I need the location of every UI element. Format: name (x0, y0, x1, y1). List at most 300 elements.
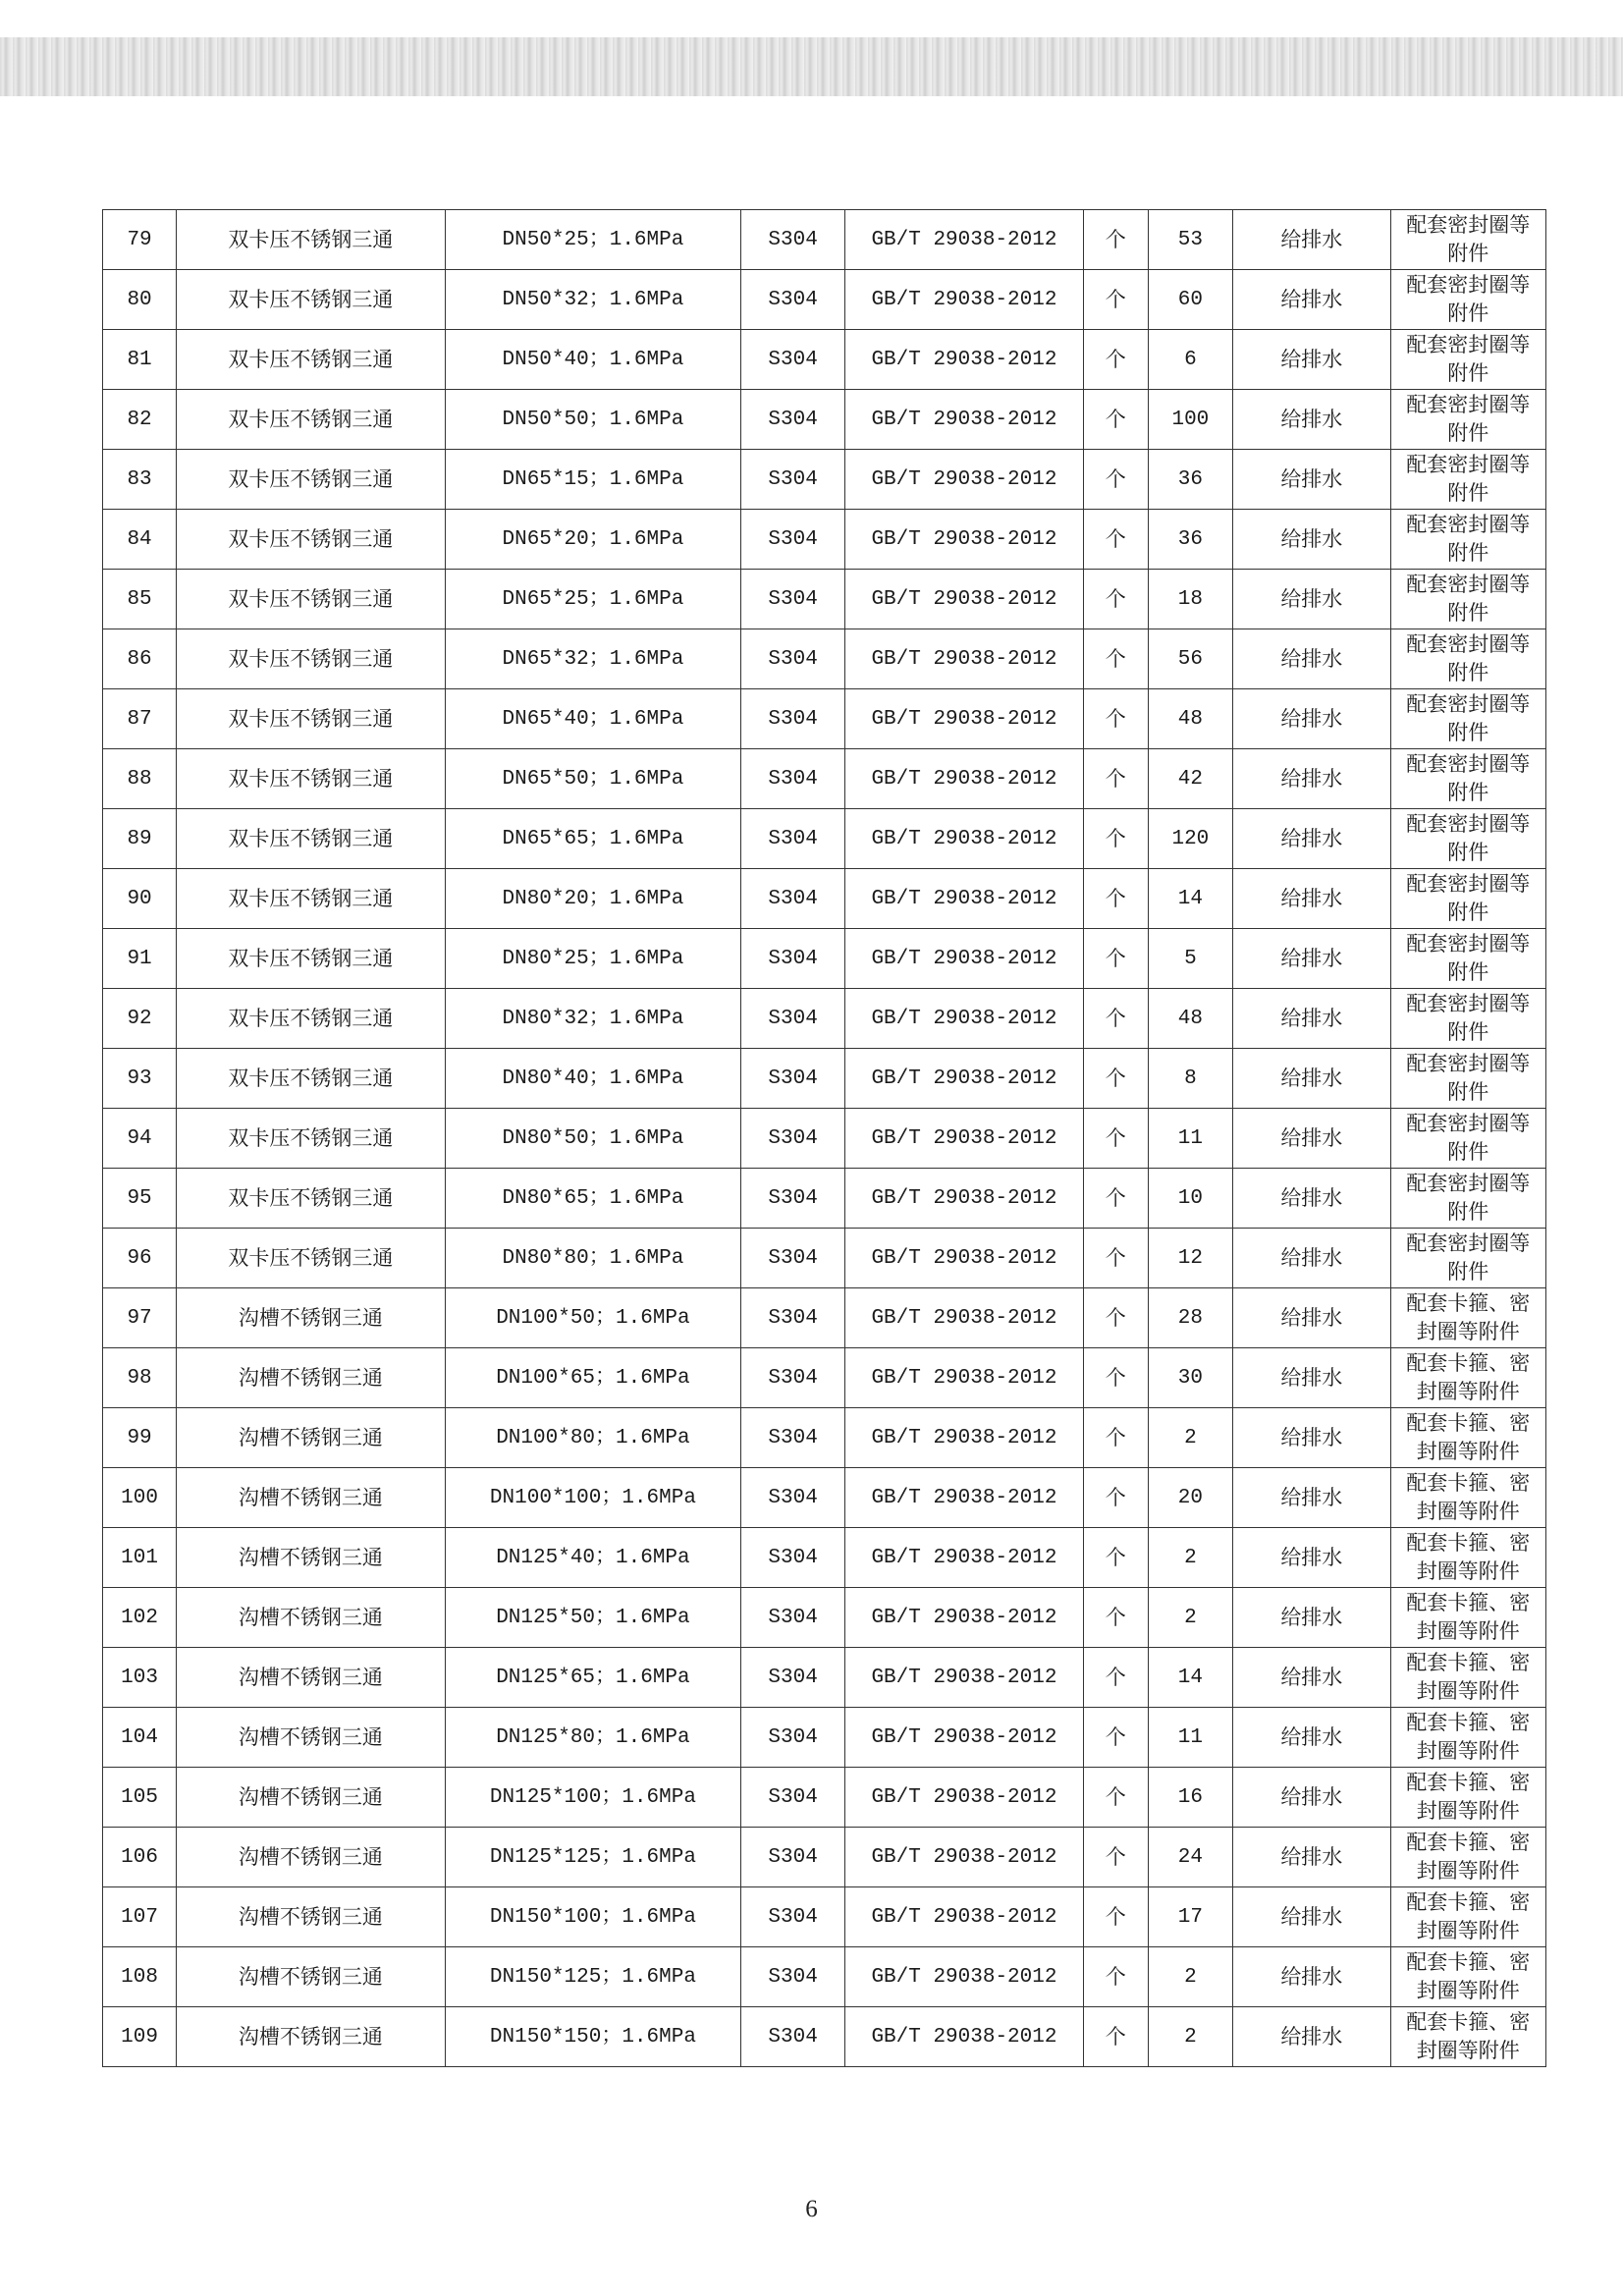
table-row (103, 510, 1546, 570)
cell-standard: GB/T 29038-2012 (845, 749, 1084, 809)
table-row (103, 989, 1546, 1049)
cell-use: 给排水 (1233, 1947, 1390, 2007)
cell-material: S304 (741, 390, 845, 450)
cell-unit: 个 (1083, 1947, 1148, 2007)
cell-no: 102 (103, 1588, 177, 1648)
cell-note: 配套密封圈等附件 (1390, 929, 1545, 989)
cell-note: 配套密封圈等附件 (1390, 749, 1545, 809)
cell-material: S304 (741, 629, 845, 689)
cell-unit: 个 (1083, 1887, 1148, 1947)
cell-material: S304 (741, 1648, 845, 1708)
cell-name: 沟槽不锈钢三通 (177, 1828, 446, 1887)
cell-material: S304 (741, 989, 845, 1049)
cell-standard: GB/T 29038-2012 (845, 450, 1084, 510)
table-row (103, 1229, 1546, 1288)
cell-name: 沟槽不锈钢三通 (177, 1588, 446, 1648)
cell-spec: DN80*80；1.6MPa (445, 1229, 740, 1288)
cell-spec: DN100*100；1.6MPa (445, 1468, 740, 1528)
table-row (103, 1588, 1546, 1648)
cell-spec: DN100*65；1.6MPa (445, 1348, 740, 1408)
table-row (103, 210, 1546, 270)
table-row (103, 629, 1546, 689)
cell-name: 双卡压不锈钢三通 (177, 330, 446, 390)
table-row (103, 2007, 1546, 2067)
cell-name: 沟槽不锈钢三通 (177, 1887, 446, 1947)
cell-material: S304 (741, 1109, 845, 1169)
cell-note: 配套卡箍、密封圈等附件 (1390, 1947, 1545, 2007)
cell-standard: GB/T 29038-2012 (845, 1169, 1084, 1229)
cell-qty: 20 (1148, 1468, 1232, 1528)
cell-qty: 56 (1148, 629, 1232, 689)
cell-note: 配套卡箍、密封圈等附件 (1390, 1648, 1545, 1708)
cell-name: 双卡压不锈钢三通 (177, 270, 446, 330)
table-row (103, 1288, 1546, 1348)
cell-qty: 17 (1148, 1887, 1232, 1947)
cell-material: S304 (741, 1708, 845, 1768)
cell-standard: GB/T 29038-2012 (845, 1708, 1084, 1768)
cell-note: 配套密封圈等附件 (1390, 1109, 1545, 1169)
cell-name: 双卡压不锈钢三通 (177, 629, 446, 689)
table-row (103, 929, 1546, 989)
cell-qty: 28 (1148, 1288, 1232, 1348)
cell-no: 88 (103, 749, 177, 809)
cell-use: 给排水 (1233, 510, 1390, 570)
cell-no: 109 (103, 2007, 177, 2067)
cell-note: 配套密封圈等附件 (1390, 210, 1545, 270)
cell-material: S304 (741, 869, 845, 929)
cell-name: 双卡压不锈钢三通 (177, 809, 446, 869)
cell-qty: 100 (1148, 390, 1232, 450)
cell-note: 配套密封圈等附件 (1390, 989, 1545, 1049)
cell-unit: 个 (1083, 749, 1148, 809)
cell-note: 配套密封圈等附件 (1390, 570, 1545, 629)
cell-note: 配套密封圈等附件 (1390, 510, 1545, 570)
cell-use: 给排水 (1233, 2007, 1390, 2067)
cell-standard: GB/T 29038-2012 (845, 1049, 1084, 1109)
cell-spec: DN65*20；1.6MPa (445, 510, 740, 570)
table-row (103, 1947, 1546, 2007)
cell-use: 给排水 (1233, 1528, 1390, 1588)
cell-name: 双卡压不锈钢三通 (177, 989, 446, 1049)
cell-unit: 个 (1083, 450, 1148, 510)
cell-unit: 个 (1083, 809, 1148, 869)
cell-name: 双卡压不锈钢三通 (177, 450, 446, 510)
cell-no: 81 (103, 330, 177, 390)
cell-name: 沟槽不锈钢三通 (177, 1648, 446, 1708)
cell-standard: GB/T 29038-2012 (845, 2007, 1084, 2067)
table-row (103, 330, 1546, 390)
cell-spec: DN50*25；1.6MPa (445, 210, 740, 270)
cell-name: 双卡压不锈钢三通 (177, 1049, 446, 1109)
cell-material: S304 (741, 1468, 845, 1528)
table-row (103, 1169, 1546, 1229)
cell-qty: 120 (1148, 809, 1232, 869)
cell-use: 给排水 (1233, 989, 1390, 1049)
cell-spec: DN65*32；1.6MPa (445, 629, 740, 689)
cell-unit: 个 (1083, 629, 1148, 689)
cell-standard: GB/T 29038-2012 (845, 1348, 1084, 1408)
cell-no: 100 (103, 1468, 177, 1528)
cell-qty: 2 (1148, 2007, 1232, 2067)
cell-qty: 2 (1148, 1528, 1232, 1588)
cell-note: 配套密封圈等附件 (1390, 1169, 1545, 1229)
cell-spec: DN150*125；1.6MPa (445, 1947, 740, 2007)
materials-table (102, 209, 1546, 2067)
cell-material: S304 (741, 929, 845, 989)
cell-standard: GB/T 29038-2012 (845, 629, 1084, 689)
cell-qty: 53 (1148, 210, 1232, 270)
cell-material: S304 (741, 510, 845, 570)
cell-qty: 48 (1148, 989, 1232, 1049)
cell-standard: GB/T 29038-2012 (845, 1288, 1084, 1348)
cell-material: S304 (741, 270, 845, 330)
cell-material: S304 (741, 1288, 845, 1348)
cell-spec: DN125*100；1.6MPa (445, 1768, 740, 1828)
cell-spec: DN65*15；1.6MPa (445, 450, 740, 510)
cell-spec: DN125*125；1.6MPa (445, 1828, 740, 1887)
cell-use: 给排水 (1233, 1408, 1390, 1468)
cell-use: 给排水 (1233, 1348, 1390, 1408)
cell-material: S304 (741, 1828, 845, 1887)
cell-spec: DN80*65；1.6MPa (445, 1169, 740, 1229)
cell-standard: GB/T 29038-2012 (845, 1468, 1084, 1528)
cell-standard: GB/T 29038-2012 (845, 330, 1084, 390)
cell-material: S304 (741, 1588, 845, 1648)
cell-note: 配套密封圈等附件 (1390, 270, 1545, 330)
cell-standard: GB/T 29038-2012 (845, 1109, 1084, 1169)
cell-no: 84 (103, 510, 177, 570)
cell-name: 双卡压不锈钢三通 (177, 1229, 446, 1288)
cell-spec: DN125*80；1.6MPa (445, 1708, 740, 1768)
cell-unit: 个 (1083, 1169, 1148, 1229)
cell-no: 85 (103, 570, 177, 629)
cell-material: S304 (741, 1528, 845, 1588)
cell-unit: 个 (1083, 1768, 1148, 1828)
table-row (103, 1109, 1546, 1169)
cell-unit: 个 (1083, 1348, 1148, 1408)
cell-spec: DN80*25；1.6MPa (445, 929, 740, 989)
cell-no: 104 (103, 1708, 177, 1768)
cell-unit: 个 (1083, 1109, 1148, 1169)
cell-note: 配套密封圈等附件 (1390, 689, 1545, 749)
cell-unit: 个 (1083, 510, 1148, 570)
cell-spec: DN80*40；1.6MPa (445, 1049, 740, 1109)
cell-unit: 个 (1083, 1408, 1148, 1468)
cell-qty: 18 (1148, 570, 1232, 629)
cell-use: 给排水 (1233, 629, 1390, 689)
cell-unit: 个 (1083, 1708, 1148, 1768)
cell-material: S304 (741, 1229, 845, 1288)
cell-name: 双卡压不锈钢三通 (177, 570, 446, 629)
cell-name: 双卡压不锈钢三通 (177, 929, 446, 989)
cell-no: 91 (103, 929, 177, 989)
cell-standard: GB/T 29038-2012 (845, 989, 1084, 1049)
table-row (103, 869, 1546, 929)
cell-note: 配套密封圈等附件 (1390, 1049, 1545, 1109)
cell-use: 给排水 (1233, 210, 1390, 270)
cell-unit: 个 (1083, 1049, 1148, 1109)
cell-no: 108 (103, 1947, 177, 2007)
scan-noise-band (0, 37, 1623, 96)
table-row (103, 1708, 1546, 1768)
cell-standard: GB/T 29038-2012 (845, 1947, 1084, 2007)
cell-material: S304 (741, 2007, 845, 2067)
cell-qty: 16 (1148, 1768, 1232, 1828)
cell-no: 87 (103, 689, 177, 749)
cell-no: 82 (103, 390, 177, 450)
cell-name: 双卡压不锈钢三通 (177, 1109, 446, 1169)
cell-spec: DN100*80；1.6MPa (445, 1408, 740, 1468)
cell-no: 98 (103, 1348, 177, 1408)
cell-no: 92 (103, 989, 177, 1049)
cell-qty: 8 (1148, 1049, 1232, 1109)
cell-standard: GB/T 29038-2012 (845, 390, 1084, 450)
cell-standard: GB/T 29038-2012 (845, 1648, 1084, 1708)
cell-note: 配套卡箍、密封圈等附件 (1390, 1288, 1545, 1348)
cell-material: S304 (741, 809, 845, 869)
cell-standard: GB/T 29038-2012 (845, 1768, 1084, 1828)
cell-note: 配套密封圈等附件 (1390, 869, 1545, 929)
cell-qty: 36 (1148, 450, 1232, 510)
cell-name: 沟槽不锈钢三通 (177, 1348, 446, 1408)
cell-qty: 5 (1148, 929, 1232, 989)
cell-spec: DN50*32；1.6MPa (445, 270, 740, 330)
cell-material: S304 (741, 330, 845, 390)
cell-unit: 个 (1083, 989, 1148, 1049)
table-row (103, 749, 1546, 809)
cell-no: 80 (103, 270, 177, 330)
cell-qty: 11 (1148, 1109, 1232, 1169)
cell-standard: GB/T 29038-2012 (845, 869, 1084, 929)
cell-name: 沟槽不锈钢三通 (177, 1708, 446, 1768)
cell-qty: 6 (1148, 330, 1232, 390)
cell-qty: 48 (1148, 689, 1232, 749)
cell-material: S304 (741, 1947, 845, 2007)
cell-unit: 个 (1083, 1828, 1148, 1887)
cell-spec: DN125*65；1.6MPa (445, 1648, 740, 1708)
cell-use: 给排水 (1233, 689, 1390, 749)
cell-qty: 10 (1148, 1169, 1232, 1229)
cell-use: 给排水 (1233, 1768, 1390, 1828)
cell-use: 给排水 (1233, 570, 1390, 629)
cell-unit: 个 (1083, 270, 1148, 330)
cell-unit: 个 (1083, 689, 1148, 749)
cell-standard: GB/T 29038-2012 (845, 1588, 1084, 1648)
cell-spec: DN65*40；1.6MPa (445, 689, 740, 749)
table-row (103, 1408, 1546, 1468)
cell-unit: 个 (1083, 210, 1148, 270)
cell-spec: DN50*50；1.6MPa (445, 390, 740, 450)
cell-unit: 个 (1083, 1468, 1148, 1528)
page-number: 6 (805, 2196, 818, 2222)
cell-spec: DN80*32；1.6MPa (445, 989, 740, 1049)
table-row (103, 450, 1546, 510)
cell-standard: GB/T 29038-2012 (845, 1828, 1084, 1887)
cell-unit: 个 (1083, 1288, 1148, 1348)
cell-name: 双卡压不锈钢三通 (177, 390, 446, 450)
cell-use: 给排水 (1233, 330, 1390, 390)
cell-use: 给排水 (1233, 1588, 1390, 1648)
cell-no: 106 (103, 1828, 177, 1887)
cell-note: 配套卡箍、密封圈等附件 (1390, 2007, 1545, 2067)
cell-name: 双卡压不锈钢三通 (177, 689, 446, 749)
cell-note: 配套密封圈等附件 (1390, 390, 1545, 450)
cell-qty: 2 (1148, 1588, 1232, 1648)
cell-name: 沟槽不锈钢三通 (177, 1288, 446, 1348)
cell-note: 配套卡箍、密封圈等附件 (1390, 1588, 1545, 1648)
cell-note: 配套密封圈等附件 (1390, 629, 1545, 689)
cell-standard: GB/T 29038-2012 (845, 1528, 1084, 1588)
cell-unit: 个 (1083, 1229, 1148, 1288)
cell-note: 配套密封圈等附件 (1390, 809, 1545, 869)
cell-standard: GB/T 29038-2012 (845, 510, 1084, 570)
cell-no: 79 (103, 210, 177, 270)
cell-qty: 14 (1148, 1648, 1232, 1708)
table-row (103, 1887, 1546, 1947)
cell-no: 103 (103, 1648, 177, 1708)
cell-standard: GB/T 29038-2012 (845, 210, 1084, 270)
cell-note: 配套卡箍、密封圈等附件 (1390, 1348, 1545, 1408)
cell-name: 沟槽不锈钢三通 (177, 1468, 446, 1528)
cell-spec: DN125*50；1.6MPa (445, 1588, 740, 1648)
cell-qty: 42 (1148, 749, 1232, 809)
cell-use: 给排水 (1233, 1229, 1390, 1288)
cell-spec: DN65*65；1.6MPa (445, 809, 740, 869)
cell-material: S304 (741, 570, 845, 629)
cell-use: 给排水 (1233, 1109, 1390, 1169)
cell-unit: 个 (1083, 2007, 1148, 2067)
cell-use: 给排水 (1233, 869, 1390, 929)
cell-name: 沟槽不锈钢三通 (177, 1408, 446, 1468)
cell-use: 给排水 (1233, 450, 1390, 510)
cell-note: 配套卡箍、密封圈等附件 (1390, 1768, 1545, 1828)
table-row (103, 1768, 1546, 1828)
cell-name: 沟槽不锈钢三通 (177, 1768, 446, 1828)
cell-qty: 2 (1148, 1947, 1232, 2007)
table-row (103, 1348, 1546, 1408)
cell-qty: 12 (1148, 1229, 1232, 1288)
cell-standard: GB/T 29038-2012 (845, 809, 1084, 869)
table-row (103, 270, 1546, 330)
cell-no: 90 (103, 869, 177, 929)
cell-no: 107 (103, 1887, 177, 1947)
cell-use: 给排水 (1233, 1468, 1390, 1528)
cell-material: S304 (741, 1887, 845, 1947)
cell-no: 97 (103, 1288, 177, 1348)
cell-material: S304 (741, 1408, 845, 1468)
cell-material: S304 (741, 1348, 845, 1408)
cell-use: 给排水 (1233, 1169, 1390, 1229)
cell-standard: GB/T 29038-2012 (845, 1229, 1084, 1288)
cell-spec: DN150*100；1.6MPa (445, 1887, 740, 1947)
cell-note: 配套卡箍、密封圈等附件 (1390, 1528, 1545, 1588)
table-row (103, 1648, 1546, 1708)
cell-spec: DN65*50；1.6MPa (445, 749, 740, 809)
cell-standard: GB/T 29038-2012 (845, 929, 1084, 989)
cell-no: 86 (103, 629, 177, 689)
cell-spec: DN150*150；1.6MPa (445, 2007, 740, 2067)
table-row (103, 1468, 1546, 1528)
cell-note: 配套密封圈等附件 (1390, 330, 1545, 390)
cell-standard: GB/T 29038-2012 (845, 570, 1084, 629)
cell-standard: GB/T 29038-2012 (845, 689, 1084, 749)
table-row (103, 1828, 1546, 1887)
cell-no: 105 (103, 1768, 177, 1828)
cell-qty: 14 (1148, 869, 1232, 929)
cell-name: 沟槽不锈钢三通 (177, 2007, 446, 2067)
cell-unit: 个 (1083, 1528, 1148, 1588)
cell-qty: 36 (1148, 510, 1232, 570)
cell-use: 给排水 (1233, 749, 1390, 809)
cell-name: 双卡压不锈钢三通 (177, 210, 446, 270)
cell-name: 双卡压不锈钢三通 (177, 1169, 446, 1229)
cell-spec: DN65*25；1.6MPa (445, 570, 740, 629)
cell-note: 配套卡箍、密封圈等附件 (1390, 1468, 1545, 1528)
cell-qty: 24 (1148, 1828, 1232, 1887)
cell-name: 双卡压不锈钢三通 (177, 749, 446, 809)
cell-qty: 2 (1148, 1408, 1232, 1468)
table-row (103, 1049, 1546, 1109)
table-row (103, 809, 1546, 869)
cell-note: 配套密封圈等附件 (1390, 1229, 1545, 1288)
cell-note: 配套卡箍、密封圈等附件 (1390, 1828, 1545, 1887)
cell-no: 83 (103, 450, 177, 510)
cell-unit: 个 (1083, 1588, 1148, 1648)
cell-unit: 个 (1083, 929, 1148, 989)
cell-use: 给排水 (1233, 1288, 1390, 1348)
cell-spec: DN80*20；1.6MPa (445, 869, 740, 929)
cell-standard: GB/T 29038-2012 (845, 270, 1084, 330)
cell-spec: DN80*50；1.6MPa (445, 1109, 740, 1169)
table-row (103, 390, 1546, 450)
cell-note: 配套卡箍、密封圈等附件 (1390, 1708, 1545, 1768)
cell-material: S304 (741, 210, 845, 270)
cell-use: 给排水 (1233, 809, 1390, 869)
table-body (103, 210, 1546, 2067)
cell-no: 96 (103, 1229, 177, 1288)
cell-material: S304 (741, 450, 845, 510)
cell-material: S304 (741, 1169, 845, 1229)
cell-unit: 个 (1083, 869, 1148, 929)
cell-use: 给排水 (1233, 390, 1390, 450)
cell-no: 93 (103, 1049, 177, 1109)
cell-no: 99 (103, 1408, 177, 1468)
cell-use: 给排水 (1233, 1887, 1390, 1947)
cell-no: 95 (103, 1169, 177, 1229)
cell-material: S304 (741, 749, 845, 809)
cell-unit: 个 (1083, 390, 1148, 450)
cell-name: 双卡压不锈钢三通 (177, 869, 446, 929)
cell-unit: 个 (1083, 330, 1148, 390)
table-row (103, 689, 1546, 749)
cell-spec: DN125*40；1.6MPa (445, 1528, 740, 1588)
cell-note: 配套卡箍、密封圈等附件 (1390, 1408, 1545, 1468)
cell-unit: 个 (1083, 570, 1148, 629)
cell-material: S304 (741, 689, 845, 749)
cell-use: 给排水 (1233, 1049, 1390, 1109)
cell-use: 给排水 (1233, 1828, 1390, 1887)
cell-use: 给排水 (1233, 929, 1390, 989)
cell-note: 配套密封圈等附件 (1390, 450, 1545, 510)
cell-use: 给排水 (1233, 1708, 1390, 1768)
cell-material: S304 (741, 1768, 845, 1828)
cell-use: 给排水 (1233, 270, 1390, 330)
cell-qty: 30 (1148, 1348, 1232, 1408)
table-row (103, 570, 1546, 629)
cell-name: 沟槽不锈钢三通 (177, 1947, 446, 2007)
cell-name: 沟槽不锈钢三通 (177, 1528, 446, 1588)
cell-name: 双卡压不锈钢三通 (177, 510, 446, 570)
